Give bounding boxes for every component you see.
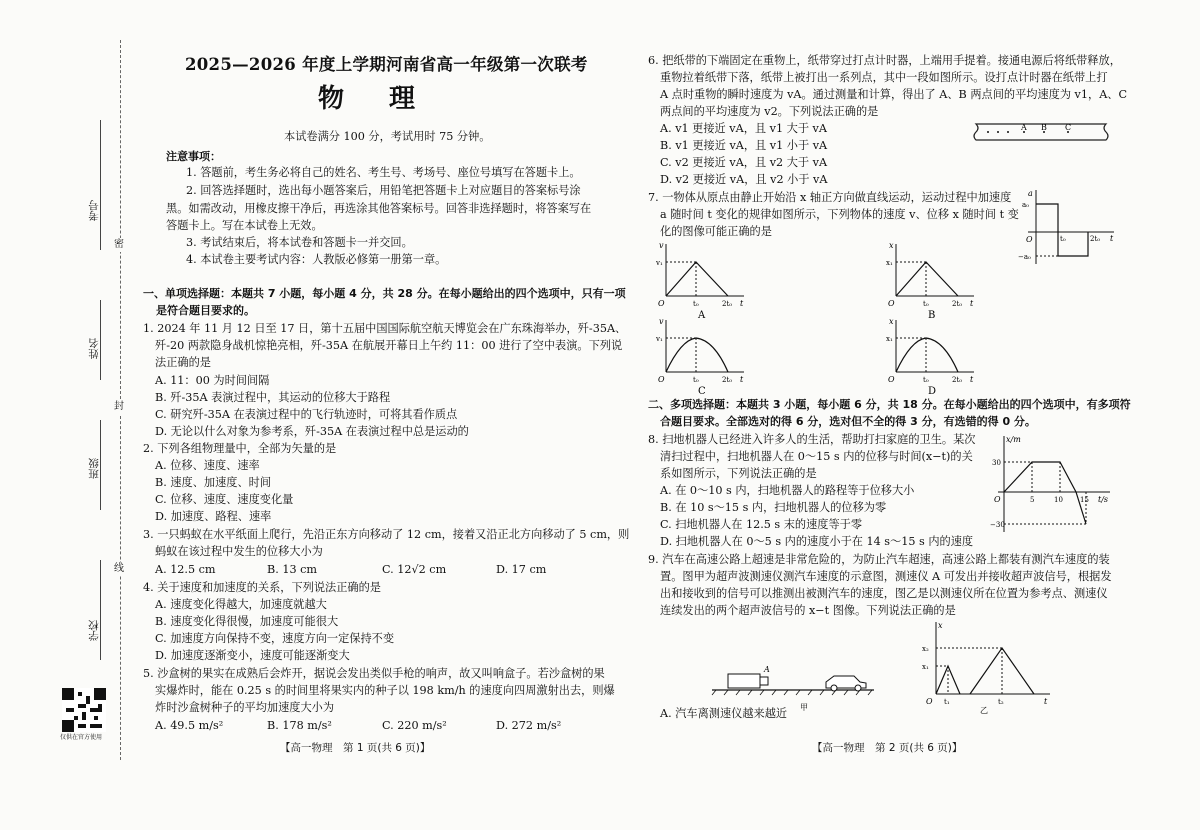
- q6-option: B. v1 更接近 vA，且 v1 小于 vA: [660, 139, 828, 152]
- q2-option: B. 速度、加速度、时间: [155, 476, 272, 489]
- label-banji: 班级: [88, 458, 100, 479]
- q7-graph-b: [886, 240, 976, 320]
- q7-axis-t0: t₀: [1060, 235, 1066, 243]
- q8-option: C. 扫地机器人在 12.5 s 末的速度等于零: [660, 518, 863, 531]
- label-kaohao: 考号: [88, 200, 100, 221]
- graph-d-2t0: 2t₀: [952, 376, 963, 384]
- q8-option: D. 扫地机器人在 0～5 s 内的速度小于在 14 s～15 s 内的速度: [660, 535, 974, 548]
- section2-heading-2: 合题目要求。全部选对的得 6 分，选对但不全的得 3 分，有选错的得 0 分。: [660, 415, 1036, 428]
- q1-stem: 歼-20 两款隐身战机惊艳亮相，歼-35A 在航展开幕日上午约 11：00 进行了空中表演。下列说: [155, 339, 623, 352]
- q9-stem: 出和接收到的信号可以推测出被测汽车的速度，图乙是以测速仪所在位置为参考点、测速仪: [660, 587, 1108, 600]
- q8-stem: 系如图所示，下列说法正确的是: [660, 467, 817, 480]
- yi-axis-t: t: [1044, 697, 1048, 706]
- section1-heading-2: 是符合题目要求的。: [156, 304, 255, 317]
- q8-stem: 8. 扫地机器人已经进入许多人的生活，帮助打扫家庭的卫生。某次: [648, 433, 976, 446]
- graph-c-label: C: [698, 386, 706, 396]
- q7-stem: 化的图像可能正确的是: [660, 225, 772, 238]
- q7-axis-2t0: 2t₀: [1090, 235, 1101, 243]
- q8-option: A. 在 0～10 s 内，扫地机器人的路程等于位移大小: [660, 484, 915, 497]
- tape-label-c: C: [1065, 123, 1072, 132]
- q7-graph-c: [656, 316, 746, 396]
- q3-option: B. 13 cm: [267, 563, 317, 576]
- q8-graph-x10: 10: [1054, 496, 1063, 504]
- yi-axis-x1: x₁: [922, 663, 929, 671]
- tape-label-a: A: [1021, 123, 1027, 132]
- q8-graph-xlabel: t/s: [1098, 495, 1109, 504]
- q8-stem: 清扫过程中，扫地机器人在 0～15 s 内的位移与时间(x−t)的关: [660, 450, 973, 463]
- q7-stem: 7. 一物体从原点由静止开始沿 x 轴正方向做直线运动，运动过程中加速度: [648, 191, 1012, 204]
- q5-option: D. 272 m/s²: [496, 719, 562, 732]
- footer-left: 【高一物理 第 1 页(共 6 页)】: [280, 742, 431, 754]
- qr-caption: 仅供在官方使用: [60, 734, 103, 741]
- seal-feng: 封: [114, 401, 124, 412]
- q8-graph-o: O: [994, 495, 1001, 504]
- graph-a-v: v: [659, 241, 664, 250]
- q6-stem: 两点间的平均速度为 v2。下列说法正确的是: [660, 105, 879, 118]
- q7-axis-nega0: −a₀: [1018, 253, 1031, 261]
- notice-line: 4. 本试卷主要考试内容：人教版必修第一册第一章。: [186, 253, 447, 266]
- notice-line: 黑。如需改动，用橡皮擦干净后，再选涂其他答案标号。回答非选择题时，将答案写在: [166, 202, 592, 215]
- q8-graph-x15: 15: [1080, 496, 1089, 504]
- q6-stem: 重物拉着纸带下落，纸带上被打出一系列点，其中一段如图所示。设打点计时器在纸带上打: [660, 71, 1108, 84]
- q4-option: A. 速度变化得越大，加速度就越大: [155, 598, 327, 611]
- graph-c-2t0: 2t₀: [722, 376, 733, 384]
- yi-axis-x2: x₂: [922, 645, 929, 653]
- qr-code-image: [62, 688, 106, 732]
- q1-stem: 1. 2024 年 11 月 12 日至 17 日，第十五届中国国际航空航天博览会在广东珠海举办，歼-35A、: [143, 322, 627, 335]
- graph-a-o: O: [658, 299, 665, 308]
- q3-option: A. 12.5 cm: [155, 563, 216, 576]
- q9-figure-yi: [920, 618, 1055, 714]
- section2-heading: 二、多项选择题：本题共 3 小题，每小题 6 分，共 18 分。在每小题给出的四个选项中，有多项符: [648, 398, 1131, 411]
- yi-axis-t1: t₁: [944, 698, 950, 706]
- q7-axis-t: t: [1110, 234, 1114, 243]
- graph-a-label: A: [698, 310, 706, 320]
- graph-d-x: x: [889, 317, 894, 326]
- notice-line: 1. 答题前，考生务必将自己的姓名、考生号、考场号、座位号填写在答题卡上。: [186, 166, 581, 179]
- q7-stem: a 随时间 t 变化的规律如图所示，下列物体的速度 v、位移 x 随时间 t 变: [660, 208, 1019, 221]
- q5-stem: 炸时沙盒树种子的平均加速度大小为: [155, 701, 335, 714]
- q8-option: B. 在 10 s～15 s 内，扫地机器人的位移为零: [660, 501, 887, 514]
- graph-a-2t0: 2t₀: [722, 300, 733, 308]
- q2-option: A. 位移、速度、速率: [155, 459, 260, 472]
- q1-stem: 法正确的是: [155, 356, 211, 369]
- graph-d-x1: x₁: [886, 335, 893, 343]
- graph-c-t0: t₀: [693, 376, 699, 384]
- footer-right: 【高一物理 第 2 页(共 6 页)】: [812, 742, 963, 754]
- q4-option: C. 加速度方向保持不变，速度方向一定保持不变: [155, 632, 395, 645]
- notice-line: 2. 回答选择题时，选出每小题答案后，用铅笔把答题卡上对应题目的答案标号涂: [186, 184, 581, 197]
- q5-stem: 5. 沙盒树的果实在成熟后会炸开，据说会发出类似手枪的响声，故又叫响盒子。若沙盒树的果: [143, 667, 605, 680]
- q6-option: A. v1 更接近 vA，且 v1 大于 vA: [660, 122, 827, 135]
- q6-option: D. v2 更接近 vA，且 v2 小于 vA: [660, 173, 828, 186]
- side-line-4: [100, 560, 101, 660]
- jia-label: 甲: [800, 703, 808, 712]
- q2-option: D. 加速度、路程、速率: [155, 510, 272, 523]
- q3-stem: 3. 一只蚂蚁在水平纸面上爬行，先沿正东方向移动了 12 cm，接着又沿正北方向移动了 5 cm，则: [143, 528, 630, 541]
- graph-c-v: v: [659, 317, 664, 326]
- yi-axis-x: x: [938, 621, 943, 630]
- graph-b-t: t: [970, 299, 974, 308]
- yi-label: 乙: [980, 706, 988, 714]
- graph-d-t0: t₀: [923, 376, 929, 384]
- q5-stem: 实爆炸时，能在 0.25 s 的时间里将果实内的种子以 198 km/h 的速度向四周激射出去，则爆: [155, 684, 615, 697]
- graph-a-t: t: [740, 299, 744, 308]
- q7-axis-a: a: [1028, 189, 1033, 198]
- q9-stem: 连续发出的两个超声波信号的 x−t 图像。下列说法正确的是: [660, 604, 956, 617]
- q8-graph-y30: 30: [992, 459, 1001, 467]
- q3-option: D. 17 cm: [496, 563, 547, 576]
- graph-c-t: t: [740, 375, 744, 384]
- q5-option: A. 49.5 m/s²: [155, 719, 224, 732]
- q9-stem: 9. 汽车在高速公路上超速是非常危险的，为防止汽车超速，高速公路上都装有测汽车速度的装: [648, 553, 1110, 566]
- paper-tape-figure: [972, 120, 1112, 144]
- q1-option: A. 11：00 为时间间隔: [155, 374, 270, 387]
- graph-c-v1: v₁: [656, 335, 663, 343]
- subject-title: 物 理: [318, 84, 434, 114]
- side-line-1: [100, 120, 101, 250]
- exam-info: 本试卷满分 100 分，考试用时 75 分钟。: [284, 130, 491, 143]
- q7-acceleration-graph: [1018, 186, 1118, 270]
- q7-axis-o: O: [1026, 235, 1033, 244]
- q7-graph-a: [656, 240, 746, 320]
- graph-b-t0: t₀: [923, 300, 929, 308]
- graph-b-x1: x₁: [886, 259, 893, 267]
- q1-option: C. 研究歼-35A 在表演过程中的飞行轨迹时，可将其看作质点: [155, 408, 458, 421]
- graph-b-x: x: [889, 241, 894, 250]
- yi-axis-o: O: [926, 697, 933, 706]
- q6-stem: 6. 把纸带的下端固定在重物上，纸带穿过打点计时器，上端用手提着。接通电源后将纸带释放，: [648, 54, 1121, 67]
- graph-c-o: O: [658, 375, 665, 384]
- q8-graph-x5: 5: [1030, 496, 1035, 504]
- q6-option: C. v2 更接近 vA，且 v2 大于 vA: [660, 156, 828, 169]
- q5-option: B. 178 m/s²: [267, 719, 332, 732]
- q9-option: A. 汽车离测速仪越来越近: [660, 707, 788, 720]
- notice-line: 3. 考试结束后，将本试卷和答题卡一并交回。: [186, 236, 413, 249]
- q9-stem: 置。图甲为超声波测速仪测汽车速度的示意图，测速仪 A 可发出并接收超声波信号，根据发: [660, 570, 1112, 583]
- section1-heading: 一、单项选择题：本题共 7 小题，每小题 4 分，共 28 分。在每小题给出的四个选项中，只有一项: [143, 287, 626, 300]
- q1-option: B. 歼-35A 表演过程中，其运动的位移大于路程: [155, 391, 391, 404]
- q6-stem: A 点时重物的瞬时速度为 vA。通过测量和计算，得出了 A、B 两点间的平均速度为 v1，A、C: [660, 88, 1128, 101]
- graph-d-label: D: [928, 386, 937, 396]
- graph-d-t: t: [970, 375, 974, 384]
- exam-title: 2025—2026 年度上学期河南省高一年级第一次联考: [185, 55, 588, 74]
- seal-xian: 线: [114, 563, 124, 574]
- notice-heading: 注意事项：: [166, 150, 221, 163]
- q8-graph-ylabel: x/m: [1006, 435, 1021, 444]
- graph-b-o: O: [888, 299, 895, 308]
- q4-stem: 4. 关于速度和加速度的关系，下列说法正确的是: [143, 581, 381, 594]
- yi-axis-t2: t₂: [998, 698, 1004, 706]
- q2-option: C. 位移、速度、速度变化量: [155, 493, 294, 506]
- graph-d-o: O: [888, 375, 895, 384]
- q1-option: D. 无论以什么对象为参考系，歼-35A 在表演过程中总是运动的: [155, 425, 469, 438]
- q3-option: C. 12√2 cm: [382, 563, 447, 576]
- notice-line: 答题卡上。写在本试卷上无效。: [166, 219, 323, 232]
- q3-stem: 蚂蚁在该过程中发生的位移大小为: [155, 545, 323, 558]
- q7-axis-a0: a₀: [1022, 201, 1029, 209]
- q8-xt-graph: [990, 432, 1115, 536]
- graph-b-label: B: [928, 310, 936, 320]
- label-xuexiao: 学校: [88, 620, 100, 641]
- graph-b-2t0: 2t₀: [952, 300, 963, 308]
- label-xingming: 姓名: [88, 338, 100, 359]
- q4-option: B. 速度变化得很慢，加速度可能很大: [155, 615, 339, 628]
- q4-option: D. 加速度逐渐变小，速度可能逐渐变大: [155, 649, 350, 662]
- jia-label-a: A: [764, 665, 770, 674]
- seal-mi: 密: [114, 239, 124, 250]
- tape-label-b: B: [1041, 123, 1047, 132]
- q5-option: C. 220 m/s²: [382, 719, 447, 732]
- q7-graph-d: [886, 316, 976, 396]
- q2-stem: 2. 下列各组物理量中，全部为矢量的是: [143, 442, 337, 455]
- q8-graph-yneg30: −30: [990, 521, 1005, 529]
- graph-a-t0: t₀: [693, 300, 699, 308]
- graph-a-v1: v₁: [656, 259, 663, 267]
